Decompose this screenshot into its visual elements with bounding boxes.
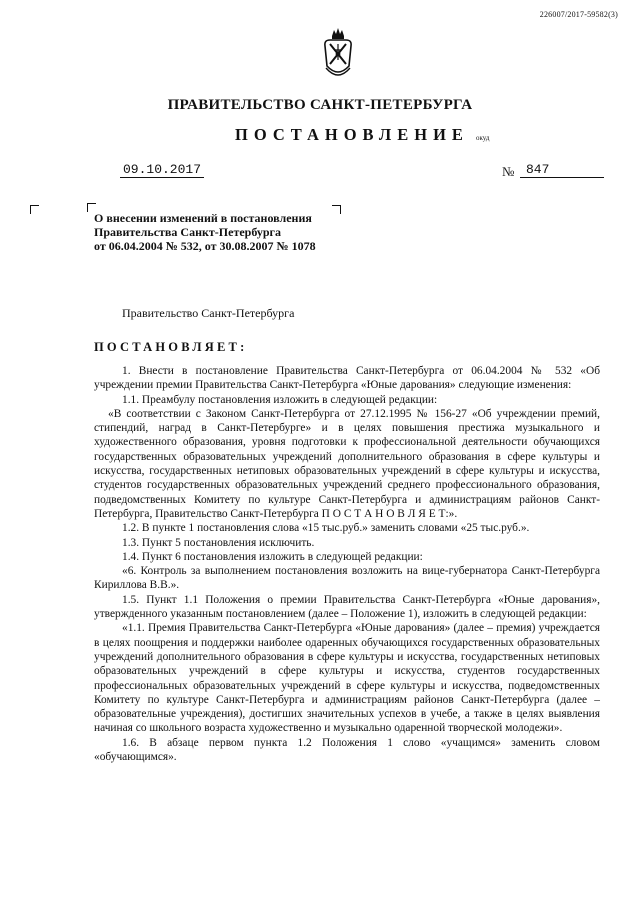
document-number: 847 (520, 162, 604, 178)
document-body (94, 364, 600, 764)
document-type: ПОСТАНОВЛЕНИЕ (235, 125, 469, 144)
okud-label: окуд (476, 134, 490, 142)
title-line: О внесении изменений в постановления (94, 211, 312, 225)
number-sign: № (502, 164, 515, 179)
coat-of-arms-icon (322, 26, 354, 82)
margin-corner-mark (30, 205, 39, 214)
paragraph: «В соответствии с Законом Санкт-Петербурга от 27.12.1995 № 156-27 «Об учреждении премий, стипендий, наград в Санкт-Петербурге» и в целях повышения престижа музыкального и художественного образования, уровня подготовки к профессиональной деятельности обучающихся государственных образовательных учреждений дополнительного образования в сфере культуры и искусства, государственных нетиповых образовательных учреждений в сфере культуры и искусства, студентов государственных образовательных учреждений среднего профессионального образования, подведомственных Комитету по культуре Санкт-Петербурга и администрациям районов Санкт-Петербурга, Правительство Санкт-Петербурга П О С Т А Н О В Л Я Е Т:». (94, 407, 600, 520)
paragraph: 1.1. Преамбулу постановления изложить в следующей редакции: (122, 393, 438, 406)
paragraph: «6. Контроль за выполнением постановления возложить на вице-губернатора Санкт-Петербурга Кириллова В.В.». (94, 565, 600, 592)
title-line: Правительства Санкт-Петербурга (94, 225, 282, 239)
paragraph: 1.4. Пункт 6 постановления изложить в следующей редакции: (122, 550, 423, 563)
paragraph: 1.6. В абзаце первом пункта 1.2 Положения 1 слово «учащимся» заменить словом «обучающимся». (94, 736, 600, 764)
paragraph: 1.2. В пункте 1 постановления слова «15 тыс.руб.» заменить словами «25 тыс.руб.». (122, 522, 530, 535)
paragraph: 1. Внести в постановление Правительства Санкт-Петербурга от 06.04.2004 № 532 «Об учреждении премии Правительства Санкт-Петербурга «Юные дарования» следующие изменения: (94, 365, 600, 392)
paragraph: 1.3. Пункт 5 постановления исключить. (122, 536, 315, 549)
government-name: ПРАВИТЕЛЬСТВО САНКТ-ПЕТЕРБУРГА (167, 97, 473, 113)
intro-text: Правительство Санкт-Петербурга (122, 306, 295, 320)
document-id: 226007/2017-59582(3) (539, 10, 618, 19)
paragraph: 1.5. Пункт 1.1 Положения о премии Правительства Санкт-Петербурга «Юные дарования», утвержденного указанным постановлением (далее – Положение 1), изложить в следующей редакции: (94, 593, 600, 621)
document-date: 09.10.2017 (120, 162, 204, 178)
title-line: от 06.04.2004 № 532, от 30.08.2007 № 1078 (94, 239, 316, 253)
decree-word: ПОСТАНОВЛЯЕТ: (94, 340, 248, 354)
document-title (94, 211, 394, 253)
paragraph: «1.1. Премия Правительства Санкт-Петербурга «Юные дарования» (далее – премия) учреждается в целях поощрения и поддержки наиболее одаренных обучающихся государственных образовательных учреждений дополнительного образования в сфере культуры и искусства, государственных нетиповых образовательных учреждений в сфере культуры и искусства, студентов государственных профессиональных образовательных учреждений в сфере культуры и искусства, подведомственных Комитету по культуре Санкт-Петербурга и администрациям районов Санкт-Петербурга (далее – образовательные учреждения), достигших значительных успехов в учебе, а также в целях выявления начиная со школьного возраста художественно и музыкально одаренной творческой молодежи». (94, 622, 600, 735)
